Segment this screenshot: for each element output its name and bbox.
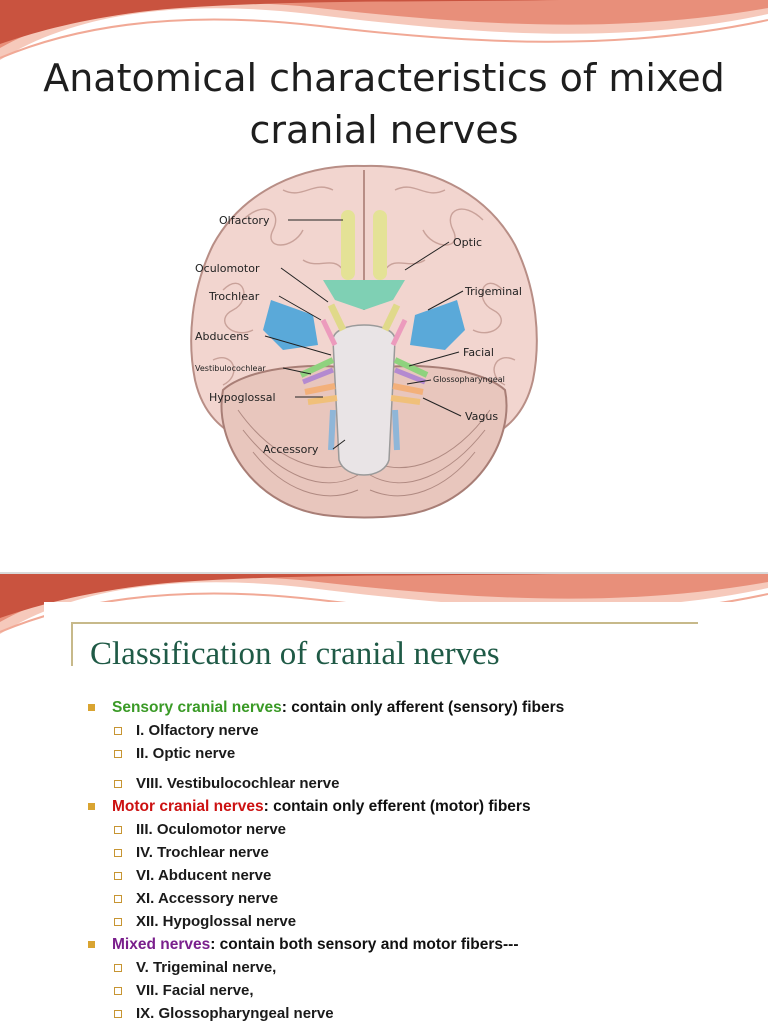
list-item: I. Olfactory nerve bbox=[84, 719, 724, 742]
bullet-box-icon bbox=[114, 895, 122, 903]
slide-1-title bbox=[0, 52, 768, 156]
list-item: II. Optic nerve bbox=[84, 742, 724, 765]
list-item: XII. Hypoglossal nerve bbox=[84, 910, 724, 933]
title-rule-vertical bbox=[71, 622, 73, 666]
title-rule-horizontal bbox=[73, 622, 698, 624]
classification-panel bbox=[44, 602, 734, 1024]
list-item: V. Trigeminal nerve, bbox=[84, 956, 724, 979]
list-item: III. Oculomotor nerve bbox=[84, 818, 724, 841]
classification-list bbox=[84, 696, 724, 1024]
bullet-box-icon bbox=[114, 918, 122, 926]
list-item: IX. Glossopharyngeal nerve bbox=[84, 1002, 724, 1024]
category-description: : contain only afferent (sensory) fibers bbox=[281, 699, 565, 716]
category-description: : contain both sensory and motor fibers--- bbox=[210, 936, 519, 953]
bullet-square-icon bbox=[88, 803, 95, 810]
bullet-box-icon bbox=[114, 964, 122, 972]
label-vestibulocochlear: Vestibulocochlear bbox=[195, 364, 266, 373]
bullet-box-icon bbox=[114, 872, 122, 880]
slide-2-title: Classification of cranial nerves bbox=[90, 636, 500, 672]
label-optic: Optic bbox=[453, 236, 483, 249]
category-sensory bbox=[84, 696, 724, 719]
bullet-box-icon bbox=[114, 780, 122, 788]
brain-base-diagram bbox=[183, 160, 545, 522]
label-hypoglossal: Hypoglossal bbox=[209, 391, 276, 404]
list-item: XI. Accessory nerve bbox=[84, 887, 724, 910]
label-olfactory: Olfactory bbox=[219, 214, 270, 227]
slide-1-title-line-2: cranial nerves bbox=[249, 108, 519, 152]
category-name: Sensory cranial nerves bbox=[112, 699, 282, 716]
category-motor bbox=[84, 795, 724, 818]
bullet-box-icon bbox=[114, 826, 122, 834]
category-mixed bbox=[84, 933, 724, 956]
label-vagus: Vagus bbox=[465, 410, 499, 423]
bullet-box-icon bbox=[114, 987, 122, 995]
bullet-square-icon bbox=[88, 941, 95, 948]
bullet-box-icon bbox=[114, 727, 122, 735]
label-accessory: Accessory bbox=[263, 443, 319, 456]
list-item: VI. Abducent nerve bbox=[84, 864, 724, 887]
label-oculomotor: Oculomotor bbox=[195, 262, 260, 275]
slide-2 bbox=[0, 574, 768, 1024]
bullet-box-icon bbox=[114, 750, 122, 758]
category-name: Mixed nerves bbox=[112, 936, 211, 953]
label-trigeminal: Trigeminal bbox=[465, 285, 522, 298]
list-item: VIII. Vestibulocochlear nerve bbox=[84, 772, 724, 795]
slide-1-title-line-1: Anatomical characteristics of mixed bbox=[43, 56, 725, 100]
category-description: : contain only efferent (motor) fibers bbox=[263, 798, 531, 815]
list-item: VII. Facial nerve, bbox=[84, 979, 724, 1002]
category-name: Motor cranial nerves bbox=[112, 798, 264, 815]
list-item: IV. Trochlear nerve bbox=[84, 841, 724, 864]
bullet-box-icon bbox=[114, 1010, 122, 1018]
bullet-square-icon bbox=[88, 704, 95, 711]
bullet-box-icon bbox=[114, 849, 122, 857]
label-facial: Facial bbox=[463, 346, 494, 359]
label-glossopharyngeal: Glossopharyngeal bbox=[433, 375, 505, 384]
label-trochlear: Trochlear bbox=[209, 290, 260, 303]
label-abducens: Abducens bbox=[195, 330, 249, 343]
